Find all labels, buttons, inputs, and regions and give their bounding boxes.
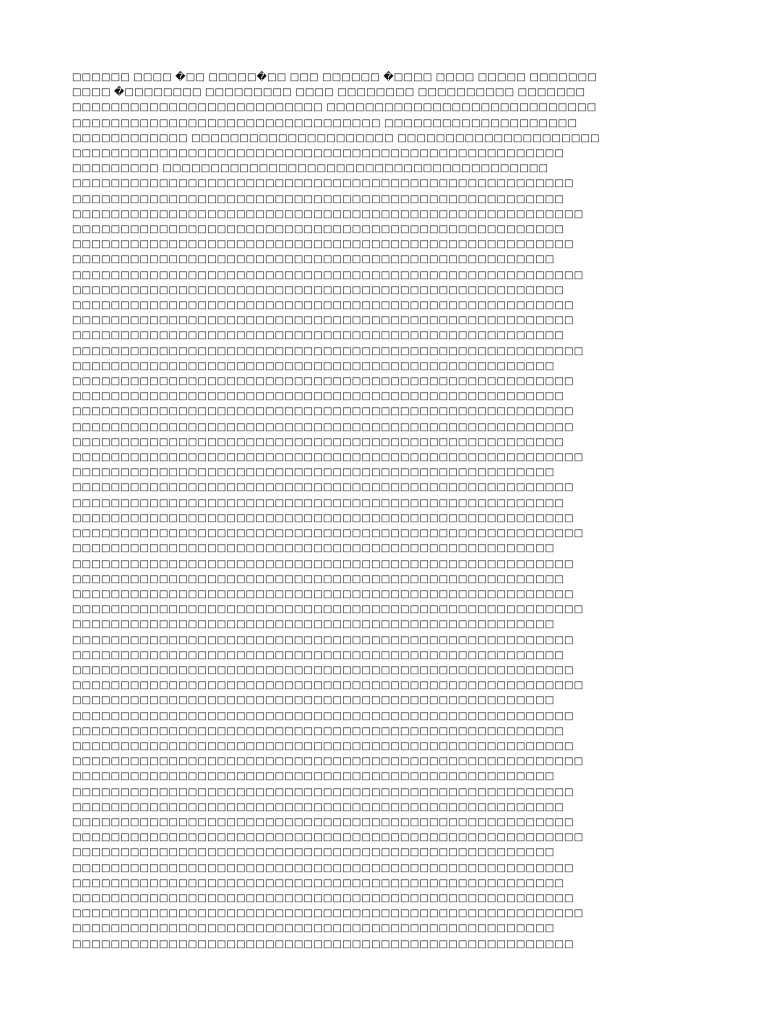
text-line: □□□□□□□□□□□□□□□□□□□□□□□□□□□□□□□□□□□□□□□□□□□□□□□□□□□	[72, 224, 565, 236]
text-line: □□□□□□□□□□□□□□□□□□□□□□□□□□□□□□□□□□□□□□□□□□□□□□□□□□□	[72, 284, 565, 296]
text-line: □□□□□□□□□□□□□□□□□□□□□□□□□□□□□□□□□□□□□□□□□□□□□□□□□□□	[72, 725, 565, 737]
text-line: □□□□□□□□□□□□□□□□□□□□□□□□□□□□□□□□□□□□□□□□□□□□□□□□□□	[72, 619, 555, 631]
text-line: □□□□□□□□□□□□□□□□□□□□□□□□□□□□□□□□□□□□□□□□□□□□□□□□□□□□	[72, 892, 574, 904]
text-line: □□□□□□□□□□□□□□□□□□□□□□□□□□□□□□□□□□□□□□□□□□□□□□□□□□□□	[72, 376, 574, 388]
text-line: □□□□□□□□□□□□□□□□□□□□□□□□□□□□□□□□□□□□□□□□□□□□□□□□□□□□	[72, 315, 574, 327]
text-line: □□□□□□□□□□□□□□□□□□□□□□□□□□□□□□□□□□□□□□□□□□□□□□□□□□□□	[72, 178, 574, 190]
text-line: □□□□□□□□□□□□□□□□□□□□□□□□□□□□□□□□□□□□□□□□□□□□□□□□□□□□	[72, 406, 574, 418]
text-line: □□□□□□□□□□□□□□□□□□□□□□□□□□□□□□□□□□□□□□□□□□□□□□□□□□□	[72, 148, 565, 160]
text-line: □□□□□□□□□□□□□□□□□□□□□□□□□□□□□□□□□□□□□□□□□□□□□□□□□□□□□	[72, 208, 584, 220]
text-line: □□□□□□□□□□□□ □□□□□□□□□□□□□□□□□□□□□ □□□□□□□□□□□□□□□□□□□□□	[72, 132, 600, 144]
text-line: □□□□□□□□□□□□□□□□□□□□□□□□□□□□□□□□□□□□□□□□□□□□□□□□□□□□□	[72, 345, 584, 357]
text-line: □□□□□□□□□□□□□□□□□□□□□□□□□□□□□□□□□□□□□□□□□□□□□□□□□□□□	[72, 740, 574, 752]
text-line: □□□□□□ □□□□ �□□ □□□□□�□□ □□□ □□□□□□ �□□□□ □□□□ □□□□□ □□□□□□□	[72, 72, 597, 83]
text-line: □□□□□□□□□□□□□□□□□□□□□□□□□□□□□□□□□□□□□□□□□□□□□□□□□□□□	[72, 862, 574, 874]
text-line: □□□□□□□□□□□□□□□□□□□□□□□□□□□□□□□□□□□□□□□□□□□□□□□□□□□□	[72, 816, 574, 828]
text-line: □□□□□□□□□□□□□□□□□□□□□□□□□□□□□□□□□□□□□□□□□□□□□□□□□□□□	[72, 938, 574, 950]
text-line: □□□□□□□□□□□□□□□□□□□□□□□□□□□□□□□□□□□□□□□□□□□□□□□□□□	[72, 771, 555, 783]
text-line: □□□□ �□□□□□□□□ □□□□□□□□□ □□□□ □□□□□□□□ □□□□□□□□□□ □□□□□□□	[72, 87, 586, 99]
text-line: □□□□□□□□□□□□□□□□□□□□□□□□□□□□□□□□□□□□□□□□□□□□□□□□□□□□□	[72, 832, 584, 844]
text-line: □□□□□□□□□□□□□□□□□□□□□□□□□□□□□□□□□□□□□□□□□□□□□□□□□□□□	[72, 482, 574, 494]
text-line: □□□□□□□□□□□□□□□□□□□□□□□□□□□□□□□□□□□□□□□□□□□□□□□□□□□□	[72, 512, 574, 524]
text-line: □□□□□□□□□□□□□□□□□□□□□□□□□□□□□□□□□□□□□□□□□□□□□□□□□□	[72, 254, 555, 266]
text-line: □□□□□□□□□□□□□□□□□□□□□□□□□□□□□□□□□□□□□□□□□□□□□□□□□□	[72, 695, 555, 707]
text-line: □□□□□□□□□□□□□□□□□□□□□□□□□□□□□□□□□□□□□□□□□□□□□□□□□□□□	[72, 634, 574, 646]
text-line: □□□□□□□□□□□□□□□□□□□□□□□□□□□□□□□□□□□□□□□□□□□□□□□□□□□	[72, 801, 565, 813]
text-line: □□□□□□□□□□□□□□□□□□□□□□□□□□□□□□□□□□□□□□□□□□□□□□□□□□	[72, 467, 555, 479]
text-line: □□□□□□□□□□□□□□□□□□□□□□□□□□□□□□□□□□□□□□□□□□□□□□□□□□□	[72, 330, 565, 342]
text-line: □□□□□□□□□□□□□□□□□□□□□□□□□□□□□□□□□□□□□□□□□□□□□□□□□□□□	[72, 558, 574, 570]
text-line: □□□□□□□□□□□□□□□□□□□□□□□□□□□□□□□□□□□□□□□□□□□□□□□□□□□□	[72, 588, 574, 600]
text-line: □□□□□□□□□□□□□□□□□□□□□□□□□□□□□□□□□□□□□□□□□□□□□□□□□□□□	[72, 239, 574, 251]
text-line: □□□□□□□□□□□□□□□□□□□□□□□□□□□□□□□□□□□□□□□□□□□□□□□□□□□	[72, 497, 565, 509]
text-line: □□□□□□□□□□□□□□□□□□□□□□□□□□□□□□□□□□□□□□□□□□□□□□□□□□□	[72, 193, 565, 205]
text-line: □□□□□□□□□ □□□□□□□□□□□□□□□□□□□□□□□□□□□□□□□□□□□□□□□□	[72, 163, 549, 175]
text-line: □□□□□□□□□□□□□□□□□□□□□□□□□□□□□□□□□□□□□□□□□□□□□□□□□□□□	[72, 664, 574, 676]
text-line: □□□□□□□□□□□□□□□□□□□□□□□□□□□□□□□□□□□□□□□□□□□□□□□□□□□□□	[72, 528, 584, 540]
text-line: □□□□□□□□□□□□□□□□□□□□□□□□□□□□□□□□□□□□□□□□□□□□□□□□□□□□□	[72, 452, 584, 464]
text-line: □□□□□□□□□□□□□□□□□□□□□□□□□□□□□□□□□□□□□□□□□□□□□□□□□□	[72, 923, 555, 935]
text-line: □□□□□□□□□□□□□□□□□□□□□□□□□□□□□□□□□□□□□□□□□□□□□□□□□□□□□	[72, 680, 584, 692]
text-line: □□□□□□□□□□□□□□□□□□□□□□□□□□□□□□□□□□□□□□□□□□□□□□□□□□□□□	[72, 604, 584, 616]
text-line: □□□□□□□□□□□□□□□□□□□□□□□□□□□□□□□□□□□□□□□□□□□□□□□□□□	[72, 847, 555, 859]
text-line: □□□□□□□□□□□□□□□□□□□□□□□□□□□□□□□□□□□□□□□□□□□□□□□□□□□□□	[72, 756, 584, 768]
text-line: □□□□□□□□□□□□□□□□□□□□□□□□□□□□□□□□□□□□□□□□□□□□□□□□□□□□□	[72, 269, 584, 281]
text-line: □□□□□□□□□□□□□□□□□□□□□□□□□□□□□□□□□□□□□□□□□□□□□□□□□□□□	[72, 300, 574, 312]
text-line: □□□□□□□□□□□□□□□□□□□□□□□□□□□□□□□□□□□□□□□□□□□□□□□□□□□	[72, 877, 565, 889]
text-line: □□□□□□□□□□□□□□□□□□□□□□□□□□□□□□□□ □□□□□□□□□□□□□□□□□□□□	[72, 117, 578, 129]
text-line: □□□□□□□□□□□□□□□□□□□□□□□□□□□□□□□□□□□□□□□□□□□□□□□□□□□□	[72, 786, 574, 798]
text-line: □□□□□□□□□□□□□□□□□□□□□□□□□□□□□□□□□□□□□□□□□□□□□□□□□□□	[72, 391, 565, 403]
document-body	[72, 70, 696, 950]
text-line: □□□□□□□□□□□□□□□□□□□□□□□□□□□□□□□□□□□□□□□□□□□□□□□□□□□□	[72, 710, 574, 722]
text-line: □□□□□□□□□□□□□□□□□□□□□□□□□□□□□□□□□□□□□□□□□□□□□□□□□□□	[72, 649, 565, 661]
text-line: □□□□□□□□□□□□□□□□□□□□□□□□□□□□□□□□□□□□□□□□□□□□□□□□□□□	[72, 573, 565, 585]
text-line: □□□□□□□□□□□□□□□□□□□□□□□□□□□□□□□□□□□□□□□□□□□□□□□□□□□	[72, 436, 565, 448]
text-line: □□□□□□□□□□□□□□□□□□□□□□□□□□□□□□□□□□□□□□□□□□□□□□□□□□□□	[72, 421, 574, 433]
text-line: □□□□□□□□□□□□□□□□□□□□□□□□□□□□□□□□□□□□□□□□□□□□□□□□□□	[72, 543, 555, 555]
text-line: □□□□□□□□□□□□□□□□□□□□□□□□□□ □□□□□□□□□□□□□□□□□□□□□□□□□□□□	[72, 102, 597, 114]
text-line: □□□□□□□□□□□□□□□□□□□□□□□□□□□□□□□□□□□□□□□□□□□□□□□□□□	[72, 360, 555, 372]
text-line: □□□□□□□□□□□□□□□□□□□□□□□□□□□□□□□□□□□□□□□□□□□□□□□□□□□□□	[72, 908, 584, 920]
